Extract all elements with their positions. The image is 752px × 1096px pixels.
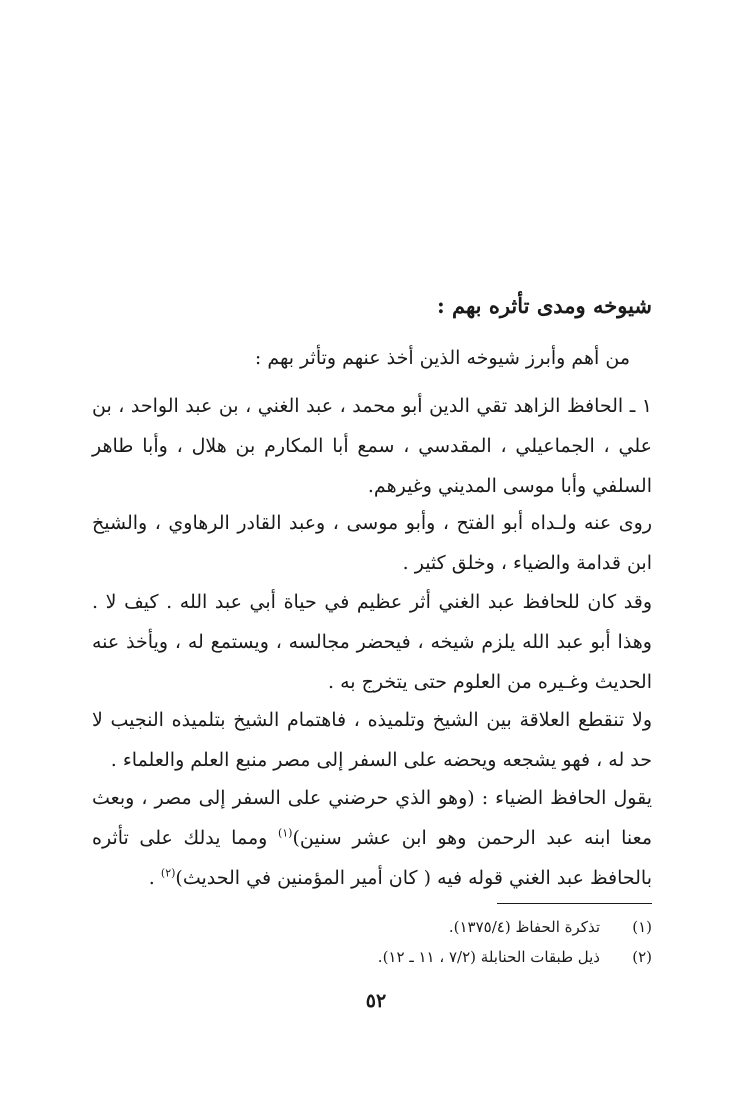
footnote-ref-1[interactable]: (١) — [277, 826, 293, 840]
footnote-divider — [497, 903, 652, 904]
paragraph-3 — [92, 582, 652, 702]
paragraph-1-text: ١ ـ الحافظ الزاهد تقي الدين أبو محمد ، عبد الغني ، بن عبد الواحد ، بن علي ، الجماعيلي ، المقدسي ، سمع أبا المكارم بن هلال ، وأبا طاهر السلفي وأبا موسى المديني وغيرهم. — [92, 395, 652, 497]
footnote-ref-2[interactable]: (٢) — [160, 866, 176, 880]
paragraph-2 — [92, 503, 652, 583]
paragraph-5-part-c: . — [148, 867, 161, 889]
footnote-2-number: (٢) — [632, 948, 652, 966]
footnotes — [92, 912, 652, 972]
paragraph-5-text — [92, 778, 652, 898]
paragraph-5 — [92, 778, 652, 898]
footnote-2-text: ذيل طبقات الحنابلة (٧/٢ ، ١١ ـ ١٢). — [377, 948, 600, 966]
intro-paragraph — [92, 338, 652, 378]
paragraph-5-part-a: يقول الحافظ الضياء : (وهو الذي حرضني على السفر إلى مصر ، وبعث معنا ابنه عبد الرحمن وهو ابن عشر سنين) — [92, 787, 652, 849]
footnote-1 — [92, 912, 652, 942]
paragraph-4-text: ولا تنقطع العلاقة بين الشيخ وتلميذه ، فاهتمام الشيخ بتلميذه النجيب لا حد له ، فهو يشجعه ويحضه على السفر إلى مصر منبع العلم والعلماء . — [92, 709, 652, 771]
footnote-2 — [92, 942, 652, 972]
page-number: ٥٢ — [365, 990, 387, 1012]
paragraph-3-text: وقد كان للحافظ عبد الغني أثر عظيم في حياة أبي عبد الله . كيف لا . وهذا أبو عبد الله يلزم شيخه ، فيحضر مجالسه ، ويستمع له ، ويأخذ عنه الحديث وغـيره من العلوم حتى يتخرج به . — [92, 591, 652, 693]
footnote-1-text: تذكرة الحفاظ (١٣٧٥/٤). — [448, 918, 600, 936]
paragraph-1 — [92, 386, 652, 506]
footnote-1-number: (١) — [632, 918, 652, 936]
paragraph-2-text: روى عنه ولـداه أبو الفتح ، وأبو موسى ، وعبد القادر الرهاوي ، والشيخ ابن قدامة والضياء ، وخلق كثير . — [92, 512, 652, 574]
paragraph-4 — [92, 700, 652, 780]
intro-text: من أهم وأبرز شيوخه الذين أخذ عنهم وتأثر بهم : — [254, 347, 630, 369]
paragraph-5-part-b: ومما يدلك على تأثره بالحافظ عبد الغني قوله فيه ( كان أمير المؤمنين في الحديث) — [92, 827, 652, 889]
section-heading: شيوخه ومدى تأثره بهم : — [436, 293, 652, 318]
